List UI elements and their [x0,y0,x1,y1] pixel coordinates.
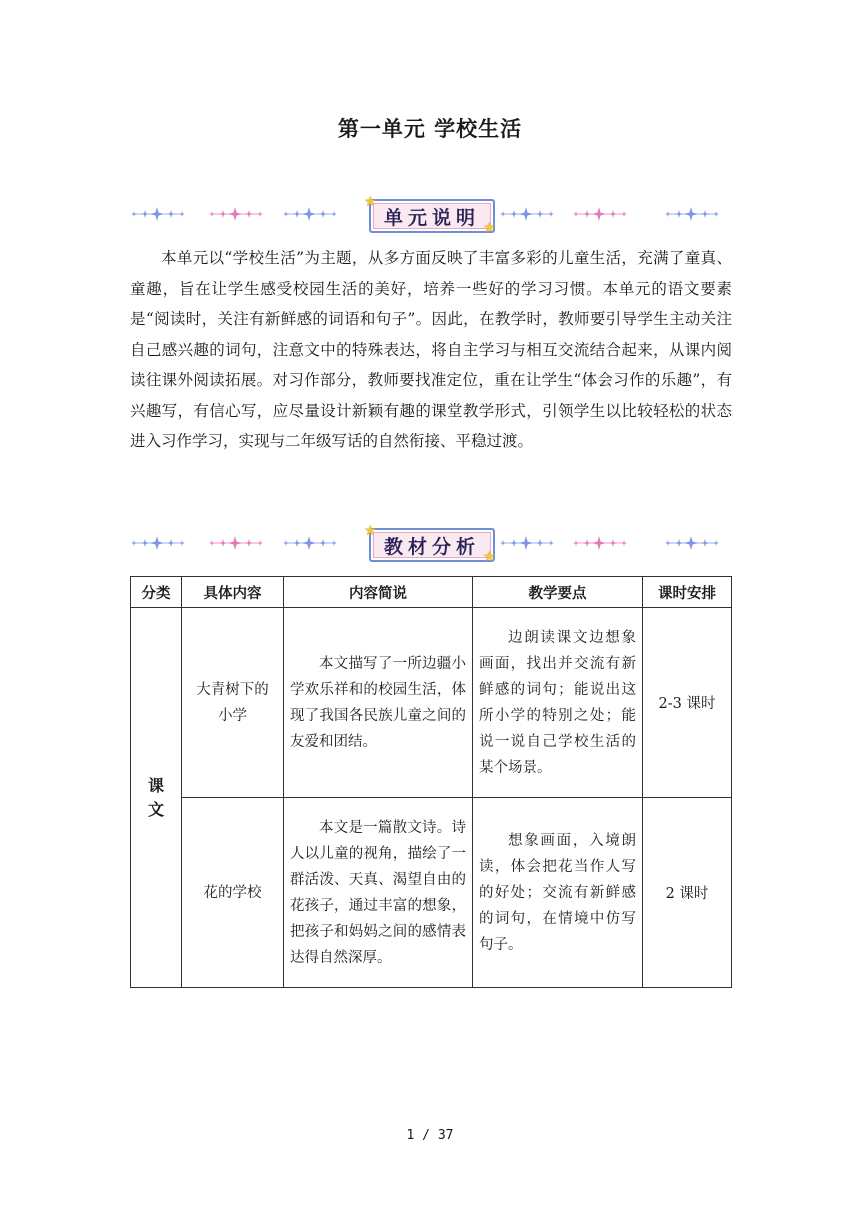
section-label-badge [369,528,496,565]
sparkle-icon [609,539,617,547]
sparkle-icon [675,539,683,547]
description-cell [284,798,473,988]
star-icon: ★ [483,549,496,565]
table-row [131,608,732,798]
sparkle-icon [228,207,242,221]
sparkle-icon [510,210,518,218]
sparkle-icon [228,536,242,550]
sparkle-icon [131,540,137,546]
description-text: 本文描写了一所边疆小学欢乐祥和的校园生活，体现了我国各民族儿童之间的友爱和团结。 [290,655,466,750]
sparkle-icon [257,540,263,546]
sparkle-icon [150,536,164,550]
teaching-points-text: 想象画面，入境朗读，体会把花当作人写的好处；交流有新鲜感的词句，在情境中仿写句子。 [479,832,636,953]
sparkle-icon [592,207,606,221]
sparkle-icon [665,211,671,217]
unit-intro-paragraph: 本单元以“学校生活”为主题，从多方面反映了丰富多彩的儿童生活，充满了童真、童趣，旨在让学生感受校园生活的美好，培养一些好的学习习惯。本单元的语文要素是“阅读时，关注有新鲜感的词语和句子”。因此，在教学时，教师要引导学生主动关注自己感兴趣的词句，注意文中的特殊表达，将自主学习与相互交流结合起来，从课内阅读往课外阅读拓展。对习作部分，教师要找准定位，重在让学生“体会习作的乐趣”，有兴趣写，有信心写，应尽量设计新颖有趣的课堂教学形式，引领学生以比较轻松的状态进入习作学习，实现与二年级写话的自然衔接、平稳过渡。 [130,249,732,450]
content-cell: 大青树下的小学 [182,608,284,798]
section-banner-material-analysis [128,524,732,564]
sparkle-icon [167,539,175,547]
sparkle-icon [573,540,579,546]
description-cell [284,608,473,798]
category-label: 课文 [147,775,164,819]
header-teaching-points: 教学要点 [473,577,643,608]
sparkle-icon [675,210,683,218]
sparkle-icon [179,211,185,217]
header-class-hours: 课时安排 [643,577,732,608]
sparkle-icon [293,539,301,547]
sparkle-icon [319,210,327,218]
sparkle-icon [141,539,149,547]
sparkle-icon [245,210,253,218]
sparkle-icon [245,539,253,547]
sparkle-icon [141,210,149,218]
table-header-row [131,577,732,608]
class-hours-cell: 2-3 课时 [643,608,732,798]
sparkle-icon [713,211,719,217]
sparkle-icon [583,539,591,547]
header-description: 内容简说 [284,577,473,608]
description-text: 本文是一篇散文诗。诗人以儿童的视角，描绘了一群活泼、天真、渴望自由的花孩子，通过丰富的想象，把孩子和妈妈之间的感情表达得自然深厚。 [290,819,466,966]
teaching-points-cell [473,608,643,798]
sparkle-icon [500,540,506,546]
category-cell [131,608,182,988]
header-content: 具体内容 [182,577,284,608]
sparkle-icon [519,536,533,550]
page-number: 1 / 37 [406,1128,454,1143]
sparkle-icon [283,540,289,546]
sparkle-icon [713,540,719,546]
sparkle-icon [583,210,591,218]
sparkle-icon [219,539,227,547]
sparkle-icon [257,211,263,217]
sparkle-icon [548,540,554,546]
sparkle-icon [684,207,698,221]
header-category: 分类 [131,577,182,608]
sparkle-icon [665,540,671,546]
sparkle-icon [573,211,579,217]
content-cell: 花的学校 [182,798,284,988]
sparkle-icon [150,207,164,221]
sparkle-icon [131,211,137,217]
sparkle-icon [701,210,709,218]
sparkle-icon [621,211,627,217]
sparkle-icon [684,536,698,550]
sparkle-icon [536,210,544,218]
page-title: 第一单元 学校生活 [337,117,523,141]
sparkle-icon [331,211,337,217]
star-icon: ★ [364,523,377,539]
sparkle-icon [701,539,709,547]
sparkle-icon [500,211,506,217]
sparkle-icon [592,536,606,550]
sparkle-icon [331,540,337,546]
sparkle-icon [510,539,518,547]
sparkle-icon [609,210,617,218]
section-label: 单元说明 [383,206,480,229]
sparkle-icon [621,540,627,546]
star-icon: ★ [483,220,496,236]
sparkle-icon [219,210,227,218]
sparkle-icon [536,539,544,547]
sparkle-icon [548,211,554,217]
sparkle-icon [302,207,316,221]
sparkle-icon [293,210,301,218]
sparkle-icon [302,536,316,550]
teaching-points-cell [473,798,643,988]
sparkle-icon [209,540,215,546]
sparkle-icon [319,539,327,547]
section-label: 教材分析 [383,535,480,558]
section-label-badge [369,199,496,236]
material-analysis-table [130,576,732,988]
teaching-points-text: 边朗读课文边想象画面，找出并交流有新鲜感的词句；能说出这所小学的特别之处；能说一说自己学校生活的某个场景。 [479,629,636,776]
sparkle-icon [209,211,215,217]
sparkle-icon [519,207,533,221]
sparkle-icon [167,210,175,218]
sparkle-icon [179,540,185,546]
class-hours-cell: 2 课时 [643,798,732,988]
table-row [131,798,732,988]
sparkle-icon [283,211,289,217]
section-banner-unit-description [128,195,732,235]
star-icon: ★ [364,194,377,210]
